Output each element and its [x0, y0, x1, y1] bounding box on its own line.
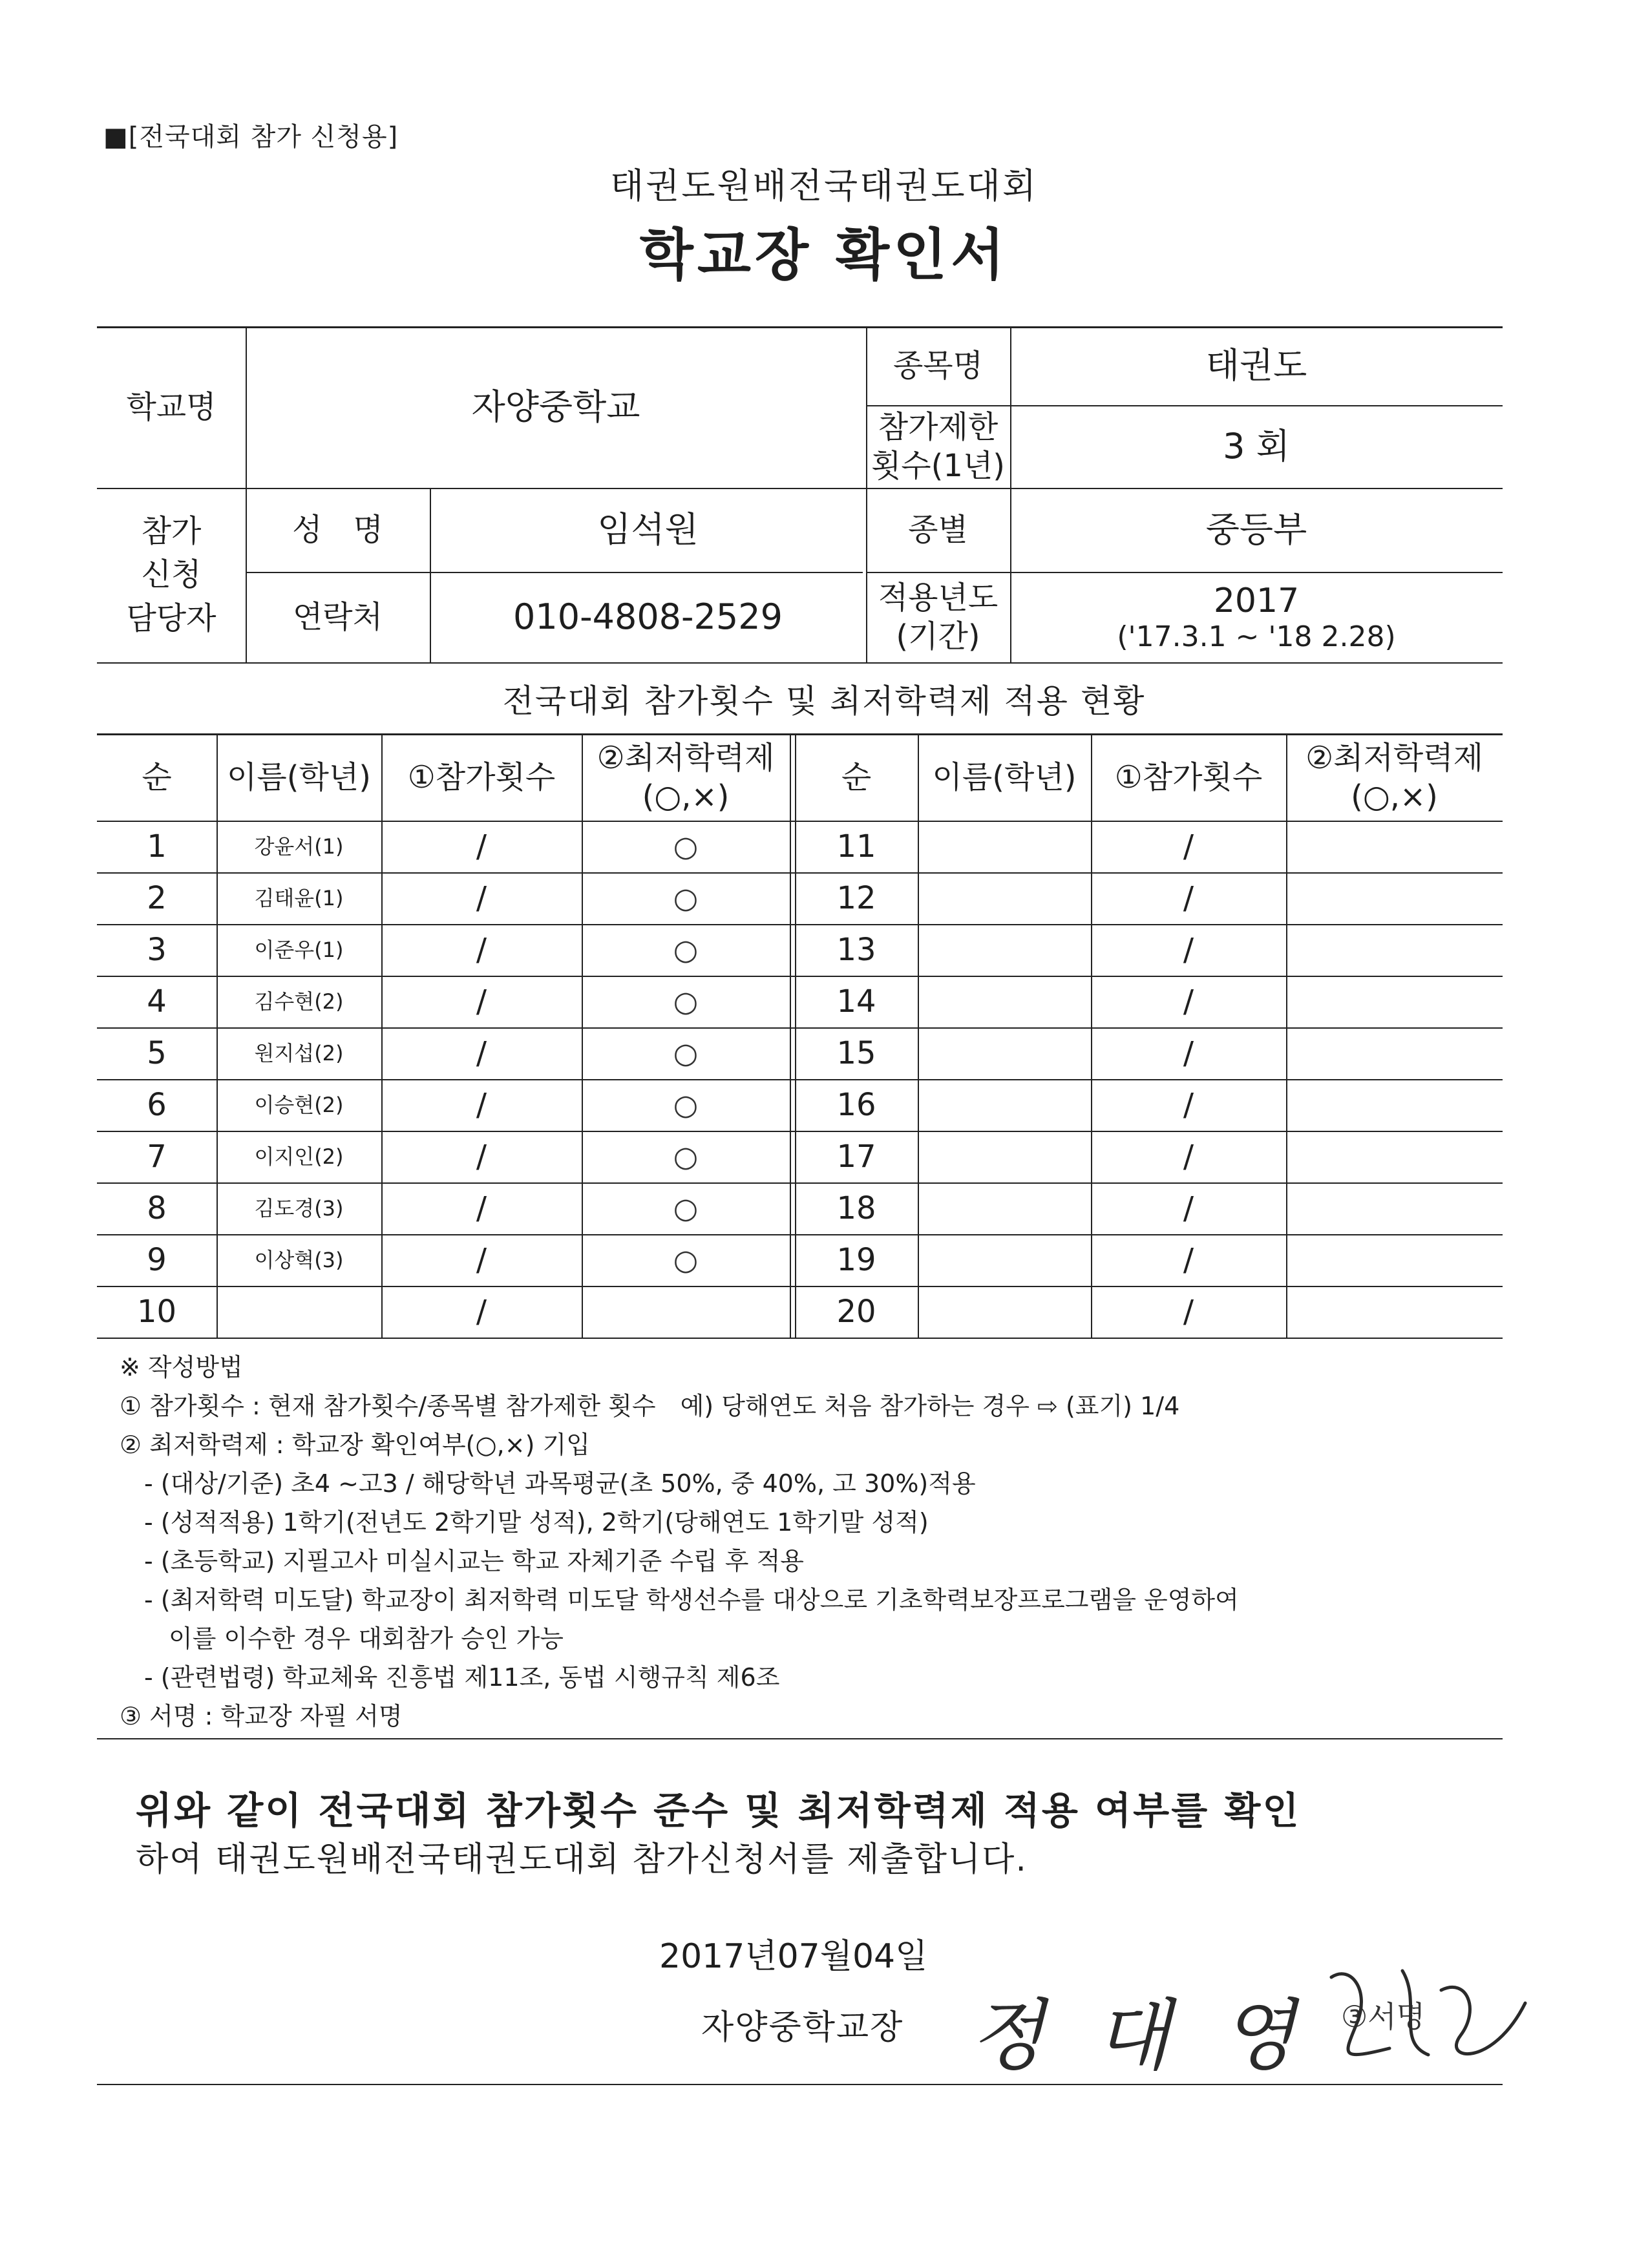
contact-value: 010-4808-2529 — [513, 596, 783, 638]
table-cell: 3 — [147, 932, 167, 968]
submission-date: 2017년07월04일 — [659, 1937, 928, 1976]
table-cell — [918, 1234, 1091, 1286]
table-cell: 9 — [147, 1242, 167, 1278]
table-cell — [217, 1286, 381, 1338]
table-cell: / — [476, 983, 487, 1020]
note-item: - (대상/기준) 초4 ~고3 / 해당학년 과목평균(초 50%, 중 40%, 고 30%)적용 — [120, 1469, 976, 1498]
signature: 정 대 영 — [969, 1991, 1309, 2081]
note-item: - (성적적용) 1학기(전년도 2학기말 성적), 2학기(당해연도 1학기말 성적) — [120, 1508, 929, 1537]
table-cell — [1286, 1234, 1503, 1286]
table-cell: ○ — [673, 1088, 699, 1122]
table-cell: 1 — [147, 828, 167, 865]
table-cell: 4 — [147, 983, 167, 1020]
event-title: 태권도원배전국태권도대회 — [610, 165, 1038, 206]
table-cell — [1286, 1286, 1503, 1338]
table-cell: 15 — [836, 1035, 876, 1071]
table-cell: 14 — [836, 983, 876, 1020]
year-label: 적용년도 (기간) — [878, 580, 998, 655]
table-cell — [918, 924, 1091, 976]
table-cell: / — [1183, 1190, 1194, 1226]
limit-label: 참가제한 횟수(1년) — [871, 409, 1006, 484]
header-no-right: 순 — [841, 759, 872, 795]
contact-label: 연락처 — [292, 599, 383, 635]
table-cell: / — [476, 1294, 487, 1330]
table-cell: 11 — [836, 828, 876, 865]
table-cell: 이승현(2) — [254, 1093, 344, 1117]
table-cell — [1286, 1131, 1503, 1182]
table-cell: ○ — [673, 985, 699, 1018]
period-value: ('17.3.1 ~ '18 2.28) — [1117, 620, 1396, 653]
header-name-right: 이름(학년) — [932, 759, 1077, 795]
table-cell — [1286, 872, 1503, 924]
table-cell: 김도경(3) — [254, 1196, 344, 1221]
principal-title: 자양중학교장 — [701, 2008, 904, 2047]
table-cell: 19 — [836, 1242, 876, 1278]
table-cell: ○ — [673, 1140, 699, 1173]
table-cell: 이지인(2) — [254, 1144, 344, 1169]
note-item: - (최저학력 미도달) 학교장이 최저학력 미도달 학생선수를 대상으로 기초학력보장프로그램을 운영하여 — [120, 1586, 1239, 1614]
table-cell — [1286, 1027, 1503, 1079]
table-cell: / — [476, 1087, 487, 1123]
page-title: 학교장 확인서 — [639, 223, 1009, 288]
table-cell — [1286, 924, 1503, 976]
table-cell: / — [476, 880, 487, 916]
header-mark-right: ②최저학력제 (○,×) — [1305, 739, 1483, 815]
bottom-divider — [97, 2084, 1503, 2085]
table-cell — [1286, 1182, 1503, 1234]
table-cell: / — [1183, 828, 1194, 865]
table-cell: 13 — [836, 932, 876, 968]
note-item: ① 참가횟수 : 현재 참가횟수/종목별 참가제한 횟수 예) 당해연도 처음 참가하는 경우 ⇨ (표기) 1/4 — [120, 1392, 1180, 1420]
form-tag: ■[전국대회 참가 신청용] — [103, 122, 399, 152]
header-mark-left: ②최저학력제 (○,×) — [597, 739, 775, 815]
header-count-right: ①참가횟수 — [1114, 759, 1263, 795]
table-cell: 김태윤(1) — [254, 886, 344, 910]
table-cell — [918, 821, 1091, 872]
table-cell — [582, 1286, 790, 1338]
divider — [97, 1738, 1503, 1739]
table-cell: / — [476, 1242, 487, 1278]
table-cell: / — [1183, 932, 1194, 968]
table-cell: / — [1183, 1087, 1194, 1123]
table-cell — [1286, 1079, 1503, 1131]
division-value: 중등부 — [1205, 509, 1307, 551]
table-cell: 김수현(2) — [254, 989, 344, 1014]
table-cell — [918, 1182, 1091, 1234]
note-item: - (초등학교) 지필고사 미실시교는 학교 자체기준 수립 후 적용 — [120, 1547, 804, 1575]
table-cell: / — [1183, 1242, 1194, 1278]
table-cell: 20 — [836, 1294, 876, 1330]
table-cell: ○ — [673, 1036, 699, 1070]
table-cell: 18 — [836, 1190, 876, 1226]
sport-label: 종목명 — [893, 348, 984, 384]
table-cell — [918, 1027, 1091, 1079]
table-cell: ○ — [673, 933, 699, 967]
school-label: 학교명 — [126, 389, 217, 425]
school-value: 자양중학교 — [471, 386, 640, 428]
table-cell: / — [1183, 1139, 1194, 1175]
table-cell: / — [476, 1139, 487, 1175]
header-name-left: 이름(학년) — [227, 759, 371, 795]
table-cell — [918, 872, 1091, 924]
note-item: - (관련법령) 학교체육 진흥법 제11조, 동법 시행규칙 제6조 — [120, 1663, 780, 1692]
year-cell — [1010, 572, 1503, 662]
table-cell — [1286, 821, 1503, 872]
note-item: ③ 서명 : 학교장 자필 서명 — [120, 1702, 403, 1730]
table-cell: ○ — [673, 881, 699, 915]
table-cell: 이준우(1) — [254, 938, 344, 962]
table-cell: / — [476, 828, 487, 865]
confirm-line-2: 하여 태권도원배전국태권도대회 참가신청서를 제출합니다. — [136, 1840, 1028, 1879]
table-cell: / — [1183, 983, 1194, 1020]
table-cell — [918, 1286, 1091, 1338]
table-cell: / — [1183, 880, 1194, 916]
table-cell: 2 — [147, 880, 167, 916]
table-cell: / — [476, 932, 487, 968]
table-cell: 17 — [836, 1139, 876, 1175]
table-cell — [918, 1079, 1091, 1131]
table-cell: / — [1183, 1035, 1194, 1071]
signature-scribble — [1312, 1951, 1545, 2081]
section-title: 전국대회 참가횟수 및 최저학력제 적용 현황 — [502, 682, 1146, 720]
name-value: 임석원 — [597, 509, 699, 551]
table-cell: 12 — [836, 880, 876, 916]
sport-value: 태권도 — [1205, 345, 1307, 386]
name-label: 성 명 — [292, 512, 383, 548]
table-cell: / — [476, 1190, 487, 1226]
table-cell: / — [1183, 1294, 1194, 1330]
table-cell: ○ — [673, 1192, 699, 1225]
table-cell — [1286, 976, 1503, 1027]
table-cell: / — [476, 1035, 487, 1071]
table-cell: ○ — [673, 830, 699, 863]
seal-label: ③서명 — [1341, 1999, 1426, 2034]
notes-heading: ※ 작성방법 — [120, 1353, 243, 1381]
table-cell: 10 — [136, 1294, 177, 1330]
applicant-label: 참가 신청 담당자 — [126, 513, 217, 636]
table-cell: 강윤서(1) — [254, 834, 344, 859]
limit-value: 3 회 — [1223, 426, 1290, 467]
year-value: 2017 — [1213, 581, 1300, 620]
table-cell: 원지섭(2) — [254, 1041, 344, 1066]
table-cell: 16 — [836, 1087, 876, 1123]
confirm-line-1: 위와 같이 전국대회 참가횟수 준수 및 최저학력제 적용 여부를 확인 — [136, 1789, 1301, 1832]
note-item: 이를 이수한 경우 대회참가 승인 가능 — [120, 1624, 564, 1653]
table-cell: 8 — [147, 1190, 167, 1226]
division-label: 종별 — [908, 512, 968, 548]
note-item: ② 최저학력제 : 학교장 확인여부(○,×) 기입 — [120, 1431, 590, 1459]
header-count-left: ①참가횟수 — [407, 759, 556, 795]
header-no-left: 순 — [142, 759, 172, 795]
table-cell — [918, 1131, 1091, 1182]
table-cell: 7 — [147, 1139, 167, 1175]
table-cell: 5 — [147, 1035, 167, 1071]
table-cell: 6 — [147, 1087, 167, 1123]
table-cell: 이상혁(3) — [254, 1248, 344, 1272]
table-cell — [918, 976, 1091, 1027]
table-cell: ○ — [673, 1243, 699, 1277]
